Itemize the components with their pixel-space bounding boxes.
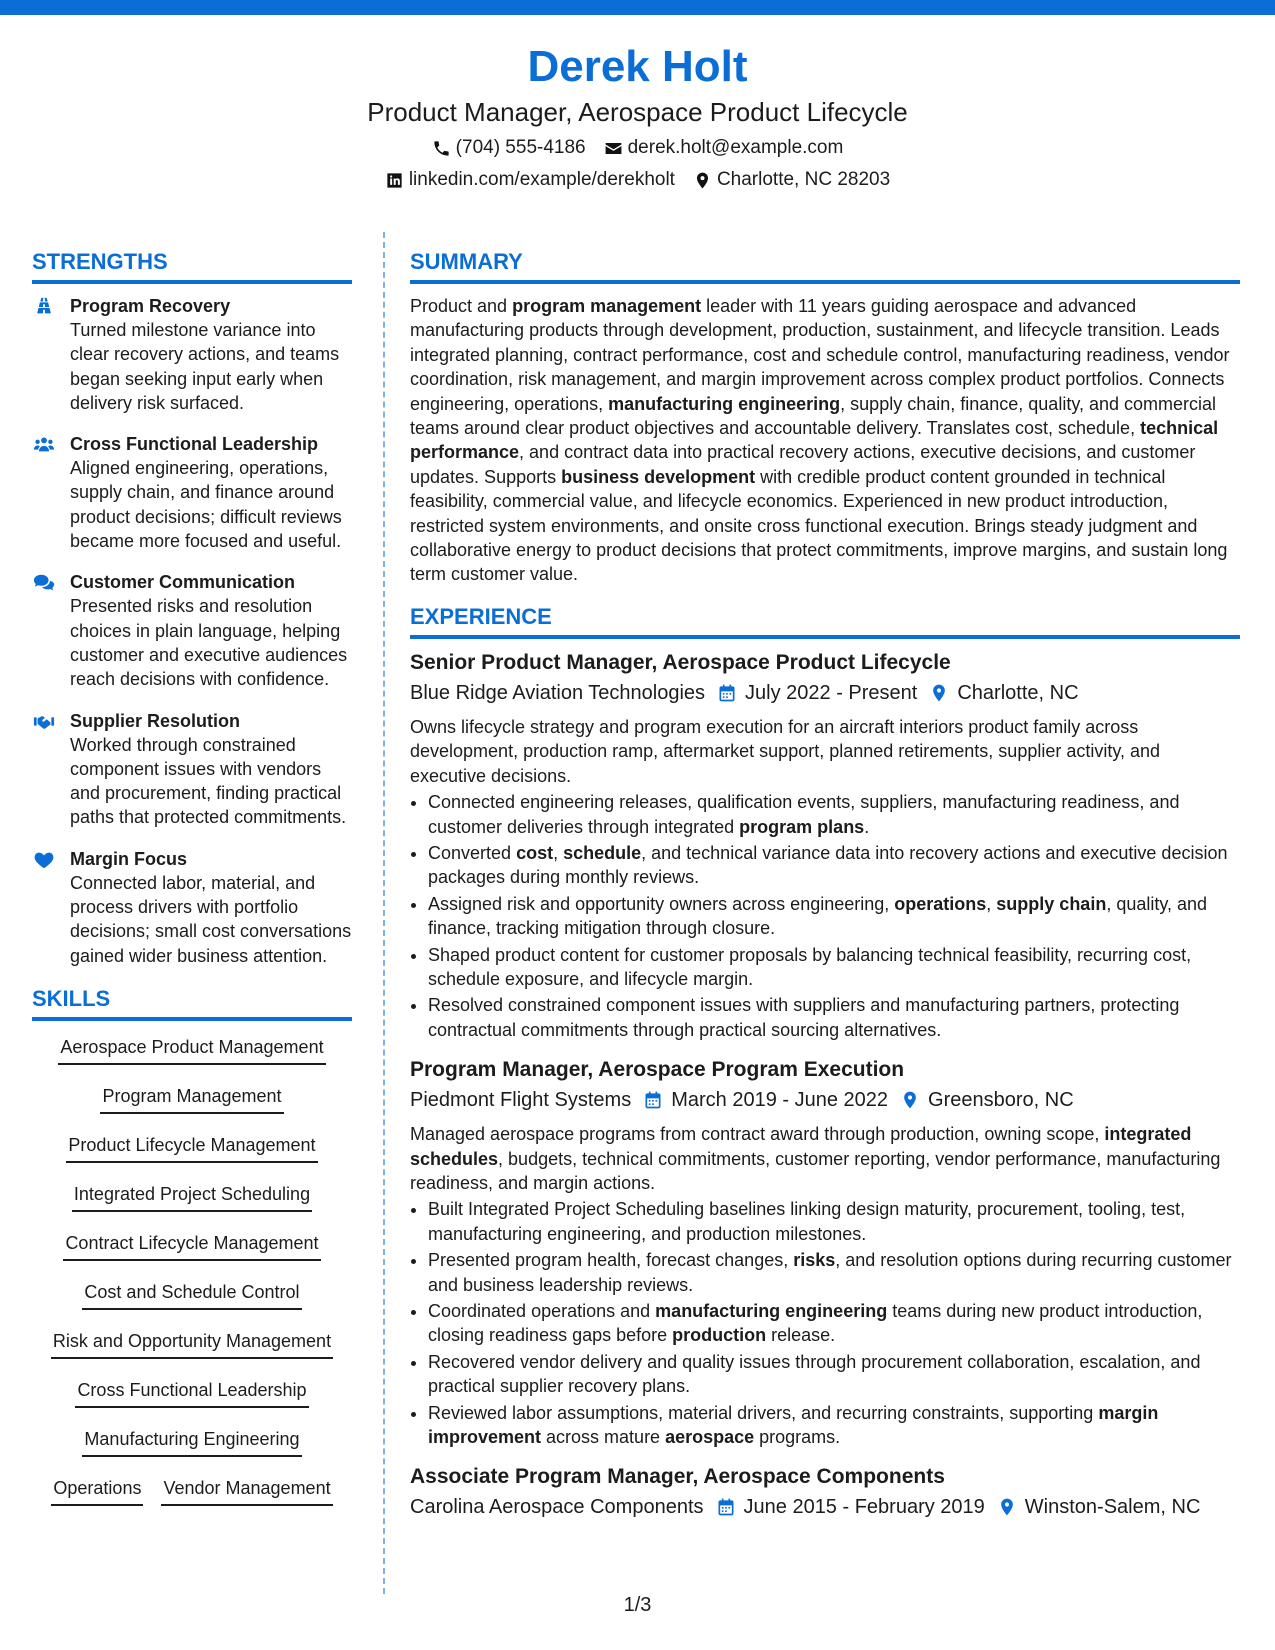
comments-icon: [32, 572, 56, 594]
strength-desc: Aligned engineering, operations, supply chain, and finance around product decisions; difficult reviews became more focused and useful.: [70, 458, 342, 552]
job-meta: [410, 679, 1240, 707]
strength-title: Program Recovery: [70, 296, 231, 316]
phone-text: (704) 555-4186: [455, 137, 586, 158]
skill-tag: Integrated Project Scheduling: [72, 1178, 312, 1212]
job-entry: [410, 1056, 1240, 1449]
strength-icon-wrap: [32, 709, 70, 830]
skill-tag: Manufacturing Engineering: [82, 1423, 301, 1457]
job-bullet: • Shaped product content for customer proposals by balancing technical feasibility, recurring cost, schedule exposure, and lifecycle margin.: [428, 943, 1240, 992]
bold-keyword: risks: [793, 1250, 836, 1271]
skills-section: [32, 985, 352, 1521]
job-description: Managed aerospace programs from contract award through production, owning scope, integrated schedules, budgets, technical commitments, customer reporting, vendor performance, manufacturing readiness, and margin actions.: [410, 1124, 1221, 1193]
skill-tag: Product Lifecycle Management: [66, 1129, 317, 1163]
job-bullet: • Built Integrated Project Scheduling baselines linking design maturity, procurement, tooling, test, manufacturing engineering, and production milestones.: [428, 1197, 1240, 1246]
summary-text: Product and program management leader with 11 years guiding aerospace and advanced manufacturing products through development, production, sustainment, and lifecycle transition. Leads integrated planning, contract performance, cost and schedule control, manufacturing readiness, vendor coordination, risk management, and margin improvement across complex product portfolios. Connects engineering, operations, manufacturing engineering, supply chain, finance, quality, and commercial teams around clear product objectives and accountable delivery. Translates cost, schedule, technical performance, and contract data into practical recovery actions, executive decisions, and customer updates. Supports business development with credible product content grounded in technical feasibility, commercial value, and lifecycle economics. Experienced in new product introduction, restricted system environments, and onsite cross functional execution. Brings steady judgment and collaborative energy to product decisions that protect commitments, improve margins, and sustain long term customer value.: [410, 296, 1230, 585]
candidate-name: Derek Holt: [527, 42, 748, 91]
company-name: Carolina Aerospace Components: [410, 1496, 704, 1519]
bold-keyword: margin improvement: [428, 1402, 1159, 1448]
strength-desc: Worked through constrained component issues with vendors and procurement, finding practical paths that protected commitments.: [70, 734, 347, 828]
job-entry: [410, 1463, 1240, 1521]
job-bullet: • Converted cost, schedule, and technical variance data into recovery actions and executive decision packages during monthly reviews.: [428, 841, 1240, 890]
calendar-icon: [643, 1090, 663, 1110]
skill-tag: Cross Functional Leadership: [75, 1374, 308, 1408]
skill-tag: Cost and Schedule Control: [82, 1276, 301, 1310]
job-title: Associate Program Manager, Aerospace Components: [410, 1465, 945, 1489]
bold-keyword: production: [672, 1325, 767, 1346]
email-contact[interactable]: [604, 136, 844, 160]
bold-keyword: manufacturing engineering: [655, 1301, 888, 1321]
skills-heading: SKILLS: [32, 985, 352, 1021]
strength-body: [70, 847, 352, 968]
road-icon: [32, 296, 56, 318]
strength-item: [32, 570, 352, 691]
bold-keyword: technical performance: [410, 418, 1219, 463]
phone-contact[interactable]: [432, 136, 586, 160]
skills-list: [32, 1031, 352, 1521]
strength-body: [70, 294, 352, 415]
strength-item: [32, 432, 352, 553]
location-text: Greensboro, NC: [928, 1089, 1074, 1112]
strength-body: [70, 432, 352, 553]
strength-title: Margin Focus: [70, 848, 188, 869]
candidate-title: Product Manager, Aerospace Product Lifecycle: [367, 97, 908, 127]
job-bullet: • Recovered vendor delivery and quality issues through procurement collaboration, escalation, and practical supplier recovery plans.: [428, 1350, 1240, 1399]
job-dates: [717, 679, 917, 707]
linkedin-text: linkedin.com/example/derekholt: [408, 169, 675, 190]
heart-icon: [32, 849, 56, 871]
map-marker-icon: [900, 1090, 920, 1110]
job-location: [900, 1086, 1074, 1114]
strength-body: [70, 570, 352, 691]
strength-title: Supplier Resolution: [70, 710, 241, 731]
location-text: Winston-Salem, NC: [1024, 1496, 1201, 1519]
experience-list: [410, 649, 1240, 1522]
skill-tag: Contract Lifecycle Management: [63, 1227, 320, 1261]
left-column: [32, 248, 352, 1521]
handshake-icon: [32, 711, 56, 733]
map-marker-icon: [929, 683, 949, 703]
map-marker-icon: [997, 1497, 1017, 1517]
experience-heading: EXPERIENCE: [410, 603, 1240, 639]
strengths-list: [32, 294, 352, 968]
envelope-icon: [604, 139, 623, 158]
job-location: [997, 1493, 1201, 1521]
dates-text: June 2015 - February 2019: [743, 1496, 985, 1519]
job-title: Program Manager, Aerospace Program Execution: [410, 1058, 905, 1082]
bold-keyword: integrated schedules: [410, 1124, 1192, 1169]
bold-keyword: operations: [894, 893, 987, 914]
skill-tag: Risk and Opportunity Management: [51, 1325, 333, 1359]
column-divider: [383, 232, 385, 1594]
job-bullet: • Coordinated operations and manufacturing engineering teams during new product introduction, closing readiness gaps before production release.: [428, 1299, 1240, 1348]
bold-keyword: business development: [561, 466, 756, 487]
job-title: Senior Product Manager, Aerospace Product Lifecycle: [410, 650, 951, 674]
job-bullet: • Reviewed labor assumptions, material drivers, and recurring constraints, supporting margin improvement across mature aerospace programs.: [428, 1401, 1240, 1450]
bold-keyword: program plans: [739, 816, 865, 837]
strength-desc: Connected labor, material, and process drivers with portfolio decisions; small cost conversations gained wider business attention.: [70, 872, 352, 966]
job-meta: [410, 1086, 1240, 1114]
summary-heading: SUMMARY: [410, 248, 1240, 284]
map-marker-icon: [693, 171, 712, 190]
email-text: derek.holt@example.com: [627, 137, 844, 158]
contact-row-2: [0, 168, 1275, 192]
job-meta: [410, 1493, 1240, 1521]
dates-text: July 2022 - Present: [745, 681, 918, 704]
linkedin-contact[interactable]: [385, 168, 675, 192]
dates-text: March 2019 - June 2022: [671, 1089, 889, 1112]
strength-icon-wrap: [32, 570, 70, 691]
job-bullets: [410, 1197, 1240, 1449]
strength-item: [32, 847, 352, 968]
job-bullet: • Resolved constrained component issues with suppliers and manufacturing partners, protecting contractual commitments through practical sourcing alternatives.: [428, 993, 1240, 1042]
strength-desc: Turned milestone variance into clear recovery actions, and teams began seeking input early when delivery risk surfaced.: [70, 320, 340, 413]
location-text: Charlotte, NC: [957, 681, 1079, 704]
calendar-icon: [716, 1497, 736, 1517]
phone-icon: [432, 139, 451, 158]
company-name: Piedmont Flight Systems: [410, 1089, 632, 1112]
strength-item: [32, 294, 352, 415]
users-icon: [32, 434, 56, 456]
strength-title: Customer Communication: [70, 572, 296, 593]
strength-item: [32, 709, 352, 830]
skill-tag: Program Management: [100, 1080, 283, 1114]
skill-tag: Vendor Management: [161, 1472, 332, 1506]
skill-tag: Aerospace Product Management: [58, 1031, 325, 1065]
resume-header: [0, 40, 1275, 192]
calendar-icon: [717, 683, 737, 703]
bold-keyword: supply chain: [996, 893, 1107, 914]
strength-icon-wrap: [32, 294, 70, 415]
strength-icon-wrap: [32, 847, 70, 968]
job-entry: [410, 649, 1240, 1042]
right-column: [410, 248, 1240, 1535]
skill-tag: Operations: [51, 1472, 143, 1506]
bold-keyword: manufacturing engineering: [608, 393, 841, 414]
strength-title: Cross Functional Leadership: [70, 434, 319, 455]
linkedin-icon: [385, 171, 404, 190]
job-dates: [716, 1493, 985, 1521]
job-bullet: • Assigned risk and opportunity owners across engineering, operations, supply chain, quality, and finance, tracking mitigation through closure.: [428, 892, 1240, 941]
bold-keyword: cost: [516, 842, 554, 863]
page-number: 1/3: [623, 1594, 652, 1616]
job-description: Owns lifecycle strategy and program execution for an aircraft interiors product family across development, production ramp, aftermarket support, planned retirements, supplier activity, and executive decisions.: [410, 716, 1161, 786]
bold-keyword: program management: [512, 296, 702, 316]
top-accent-bar: [0, 0, 1275, 15]
job-location: [929, 679, 1078, 707]
strength-desc: Presented risks and resolution choices in plain language, helping customer and executive audiences reach decisions with confidence.: [70, 596, 348, 690]
strengths-heading: STRENGTHS: [32, 248, 352, 284]
bold-keyword: aerospace: [665, 1427, 755, 1448]
job-bullet: • Connected engineering releases, qualification events, suppliers, manufacturing readiness, and customer deliveries through integrated program plans.: [428, 790, 1240, 839]
strength-body: [70, 709, 352, 830]
location-text: Charlotte, NC 28203: [716, 169, 891, 190]
job-dates: [643, 1086, 888, 1114]
job-bullets: [410, 790, 1240, 1042]
strength-icon-wrap: [32, 432, 70, 553]
job-bullet: • Presented program health, forecast changes, risks, and resolution options during recurring customer and business leadership reviews.: [428, 1248, 1240, 1297]
bold-keyword: schedule: [563, 842, 642, 863]
location-contact: [693, 168, 890, 192]
company-name: Blue Ridge Aviation Technologies: [410, 681, 706, 704]
contact-row-1: [0, 136, 1275, 160]
